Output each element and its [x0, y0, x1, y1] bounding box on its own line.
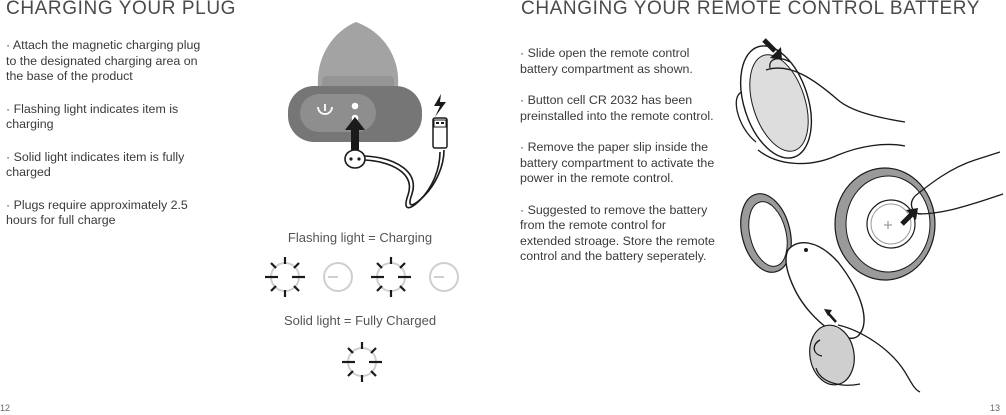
instruction-item: · Button cell CR 2032 has been preinstalled into the remote control.: [520, 93, 714, 123]
instruction-item: · Plugs require approximately 2.5 hours for full charge: [6, 197, 188, 227]
battery-icon: [867, 200, 915, 248]
instruction-item: · Slide open the remote control battery compartment as shown.: [520, 46, 693, 76]
left-page-title: CHARGING YOUR PLUG: [6, 0, 237, 19]
solid-light-caption: Solid light = Fully Charged: [283, 313, 437, 328]
instruction-item: · Solid light indicates item is fully charged: [6, 149, 185, 179]
flashing-light-icon: [265, 257, 458, 297]
hand-remote-illustration: [728, 37, 1003, 392]
instruction-item: · Attach the magnetic charging plug to the designated charging area on the base of the product: [6, 38, 201, 83]
instruction-item: · Remove the paper slip inside the battery compartment to activate the power in the remote control.: [520, 140, 715, 185]
instruction-item: · Suggested to remove the battery from the remote control for extended stroage. Store the remote control and the battery seperately.: [520, 202, 715, 263]
page-number-left: 12: [0, 403, 11, 413]
lightning-icon: [434, 94, 446, 117]
instruction-item: · Flashing light indicates item is charging: [6, 101, 179, 131]
charging-plug-illustration: [288, 22, 447, 208]
flashing-light-caption: Flashing light = Charging: [287, 230, 433, 245]
usb-cable-icon: [433, 118, 447, 148]
solid-light-icon: [342, 342, 382, 382]
page-number-right: 13: [990, 403, 1001, 413]
right-page-title: CHANGING YOUR REMOTE CONTROL BATTERY: [521, 0, 980, 19]
